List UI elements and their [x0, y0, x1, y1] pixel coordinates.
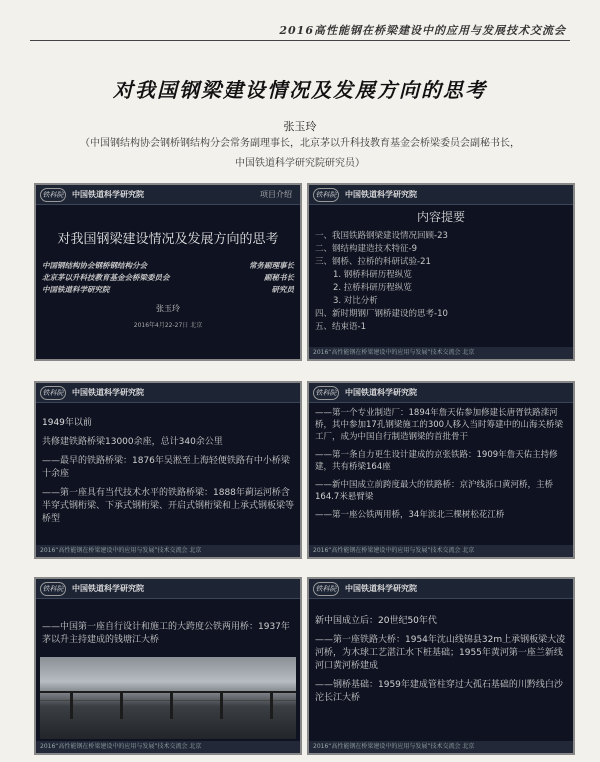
list-item: 2. 拉桥科研历程纵览	[333, 283, 412, 293]
slide-body	[315, 603, 567, 739]
bridge-pier	[170, 691, 173, 719]
slide-org: 中国铁道科学研究院	[72, 388, 144, 397]
org-logo-icon: 铁科院	[40, 582, 66, 596]
slide-paragraph: 共修建铁路桥梁13000余座，总计340余公里	[42, 437, 223, 447]
slide-header	[309, 383, 573, 403]
slide-footer: 2016“高性能钢在桥梁建设中的应用与发展”技术交流会 北京	[309, 347, 573, 359]
slide-paragraph: ——第一座具有当代技术水平的铁路桥梁：1888年蓟运河桥含半穿式钢桁梁、下承式钢桁梁、开启式钢桁梁和上承式钢板梁等桥型	[42, 488, 295, 524]
org-name: 北京茅以升科技教育基金会桥梁委员会	[42, 273, 170, 282]
list-item: 1. 钢桥科研历程纵览	[333, 270, 412, 280]
contents-heading: 内容提要	[416, 210, 465, 224]
slide-paragraph: ——第一座公铁两用桥，34年滨北三棵树松花江桥	[315, 510, 505, 520]
author-affiliation	[60, 134, 540, 174]
slide-org: 中国铁道科学研究院	[345, 388, 417, 397]
bridge-pier	[70, 691, 73, 719]
contents-list	[315, 230, 567, 334]
slide-paragraph: ——钢桥基础：1959年建成管柱穿过大孤石基础的川黔线白沙沱长江大桥	[315, 680, 563, 703]
slide-contents	[307, 183, 575, 361]
slide-body	[315, 209, 567, 345]
slide-main-title: 对我国钢梁建设情况及发展方向的思考	[57, 232, 279, 247]
slide-body	[315, 407, 567, 543]
slide-firsts	[307, 381, 575, 559]
header-rule	[30, 40, 570, 41]
org-logo-icon: 铁科院	[40, 188, 66, 202]
slide-org: 中国铁道科学研究院	[72, 584, 144, 593]
list-item: 二、钢结构建造技术特征-9	[315, 244, 417, 254]
org-role: 研究员	[271, 285, 294, 294]
org-logo-icon: 铁科院	[40, 386, 66, 400]
org-row	[42, 272, 294, 284]
slide-body	[42, 209, 294, 345]
org-role: 常务副理事长	[249, 261, 294, 270]
slide-org: 中国铁道科学研究院	[345, 584, 417, 593]
bridge-pier	[270, 691, 273, 719]
slide-header	[36, 383, 300, 403]
slide-footer: 2016“高性能钢在桥梁建设中的应用与发展”技术交流会 北京	[309, 741, 573, 753]
affiliation-line: 中国铁道科学研究院研究员）	[235, 158, 365, 169]
slide-speaker: 张玉玲	[156, 304, 180, 313]
bridge-deck	[40, 691, 296, 701]
org-row	[42, 260, 294, 272]
era-heading: 新中国成立后：20世纪50年代	[315, 616, 437, 626]
list-item: 3. 对比分析	[333, 296, 378, 306]
slide-paragraph: ——第一条自力更生设计建成的京张铁路：1909年詹天佑主持修建，共有桥梁164座	[315, 450, 558, 472]
bridge-pier	[220, 691, 223, 719]
org-logo-icon: 铁科院	[313, 386, 339, 400]
affiliation-line: （中国钢结构协会钢桥钢结构分会常务副理事长，北京茅以升科技教育基金会桥梁委员会副秘书长，	[80, 138, 520, 149]
slide-header	[309, 185, 573, 205]
slide-paragraph: ——第一座铁路大桥：1954年沈山线锦县32m上承钢板梁大凌河桥，为木球工艺湛江水下桩基础；1955年黄河第一座兰新线河口黄河桥建成	[315, 635, 566, 671]
org-name: 中国铁道科学研究院	[42, 285, 110, 294]
running-header: 2016高性能钢在桥梁建设中的应用与发展技术交流会	[279, 24, 566, 37]
list-item: 一、我国铁路钢梁建设情况回顾-23	[315, 231, 448, 241]
org-name: 中国钢结构协会钢桥钢结构分会	[42, 261, 147, 270]
slide-tag: 项目介绍	[260, 190, 292, 199]
list-item: 五、结束语-1	[315, 322, 366, 332]
slide-caption: ——中国第一座自行设计和施工的大跨度公铁两用桥：1937年茅以升主持建成的钱塘江大桥	[42, 622, 290, 645]
slide-body	[42, 407, 294, 543]
slide-post-1949	[307, 577, 575, 755]
org-role: 副秘书长	[264, 273, 294, 282]
slide-footer: 2016“高性能钢在桥梁建设中的应用与发展”技术交流会 北京	[36, 545, 300, 557]
slide-title	[34, 183, 302, 361]
slide-org: 中国铁道科学研究院	[345, 190, 417, 199]
slide-footer: 2016“高性能钢在桥梁建设中的应用与发展”技术交流会 北京	[309, 545, 573, 557]
slide-paragraph: ——第一个专业制造厂：1894年詹天佑参加修建长唐胥铁路滦河桥，其中参加17孔钢梁施工的300人移入当时筹建中的山海关桥梁工厂，成为中国自行制造钢梁的首批骨干	[315, 408, 564, 442]
slide-date: 2016年4月22-27日 北京	[133, 322, 203, 329]
org-logo-icon: 铁科院	[313, 582, 339, 596]
slide-paragraph: ——新中国成立前跨度最大的铁路桥：京沪线泺口黄河桥，主桥164.7米悬臂梁	[315, 480, 554, 502]
org-logo-icon: 铁科院	[313, 188, 339, 202]
slide-header	[309, 579, 573, 599]
article-title: 对我国钢梁建设情况及发展方向的思考	[113, 78, 487, 102]
slide-qiantang-bridge	[34, 577, 302, 755]
slide-footer: 2016“高性能钢在桥梁建设中的应用与发展”技术交流会 北京	[36, 741, 300, 753]
author-name: 张玉玲	[283, 120, 317, 133]
slide-paragraph: ——最早的铁路桥梁：1876年吴淞至上海轻便铁路有中小桥梁十余座	[42, 456, 290, 479]
slide-header	[36, 579, 300, 599]
era-heading: 1949年以前	[42, 418, 92, 428]
slide-org: 中国铁道科学研究院	[72, 190, 144, 199]
slide-pre-1949	[34, 381, 302, 559]
bridge-photo	[40, 657, 296, 739]
list-item: 三、钢桥、拉桥的科研试验-21	[315, 257, 431, 267]
bridge-pier	[120, 691, 123, 719]
org-row	[42, 284, 294, 296]
list-item: 四、新时期钢厂钢桥建设的思考-10	[315, 309, 448, 319]
